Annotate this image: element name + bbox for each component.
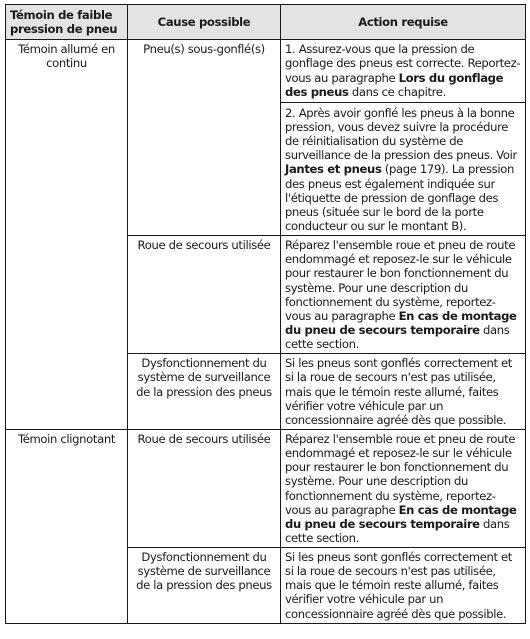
cause-underinflated: Pneu(s) sous-gonflé(s) xyxy=(128,40,281,236)
action-malfunction: Si les pneus sont gonflés correctement et si la roue de secours n'est pas utilisée, mais que le témoin reste allumé, faites vérifier votre véhicule par un concessionnaire agréé dès que possible. xyxy=(281,354,526,430)
action-spare-used: Réparez l'ensemble roue et pneu de route endommagé et reposez-le sur le véhicule pour restaurer le bon fonctionnement du système. Pour une description du fonctionnement du système, reportez-vous au paragraphe En cas de montage du pneu de secours temporaire dans cette section. xyxy=(281,429,526,547)
link-secours: En cas de montage du pneu de secours temporaire xyxy=(285,308,517,337)
header-action: Action requise xyxy=(281,5,526,40)
action-underinflated xyxy=(281,40,526,236)
header-indicator: Témoin de faible pression de pneu xyxy=(6,5,128,40)
action-malfunction: Si les pneus sont gonflés correctement et si la roue de secours n'est pas utilisée, mais que le témoin reste allumé, faites vérifier votre véhicule par un concessionnaire agréé dès que possible. xyxy=(281,548,526,624)
header-cause: Cause possible xyxy=(128,5,281,40)
cause-malfunction: Dysfonctionnement du système de surveillance de la pression des pneus xyxy=(128,548,281,624)
cause-spare-used: Roue de secours utilisée xyxy=(128,236,281,354)
link-gonflage: Lors du gonflage des pneus xyxy=(285,70,504,99)
action-step-2: 2. Après avoir gonflé les pneus à la bonne pression, vous devez suivre la procédure de réinitialisation du système de surveillance de la pression des pneus. Voir Jantes et pneus (page 179). La pression des pneus est également indiquée sur l'étiquette de pression de gonflage des pneus (située sur le bord de la porte conducteur ou sur le montant B). xyxy=(281,102,525,233)
table-row xyxy=(6,40,526,236)
indicator-flashing: Témoin clignotant xyxy=(6,429,128,623)
action-step-1: 1. Assurez-vous que la pression de gonflage des pneus est correcte. Reportez-vous au paragraphe Lors du gonflage des pneus dans ce chapitre. xyxy=(285,42,521,99)
table-row xyxy=(6,429,526,547)
cause-malfunction: Dysfonctionnement du système de surveillance de la pression des pneus xyxy=(128,354,281,430)
tpms-table xyxy=(5,4,526,624)
indicator-steady: Témoin allumé en continu xyxy=(6,40,128,430)
cause-spare-used: Roue de secours utilisée xyxy=(128,429,281,547)
link-secours: En cas de montage du pneu de secours temporaire xyxy=(285,502,517,531)
link-jantes-pneus: Jantes et pneus xyxy=(285,162,382,177)
action-spare-used: Réparez l'ensemble roue et pneu de route endommagé et reposez-le sur le véhicule pour restaurer le bon fonctionnement du système. Pour une description du fonctionnement du système, reportez-vous au paragraphe En cas de montage du pneu de secours temporaire dans cette section. xyxy=(281,236,526,354)
header-row xyxy=(6,5,526,40)
